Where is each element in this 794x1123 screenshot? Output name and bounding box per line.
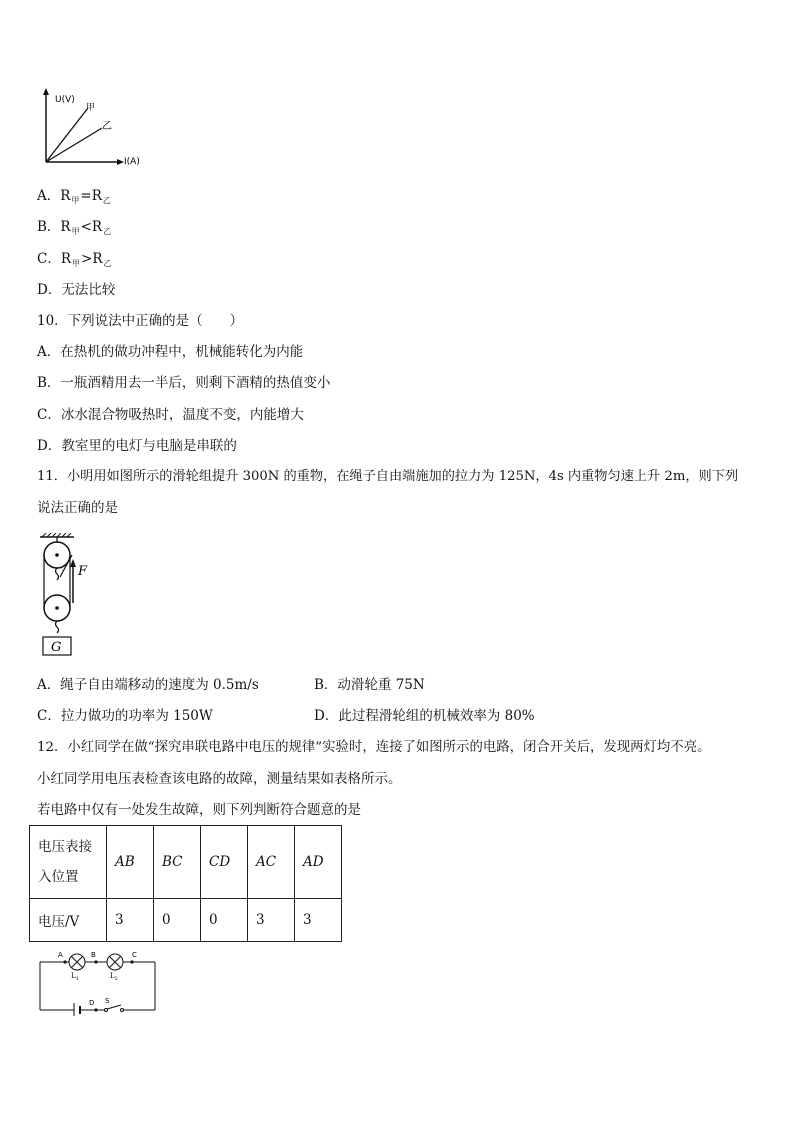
circuit-diagram (36, 948, 160, 1016)
line-yi (46, 128, 102, 162)
q11-stem-line2: 说法正确的是 (37, 500, 118, 516)
q12-stem-line2: 小红同学用电压表检查该电路的故障，测量结果如表格所示。 (37, 771, 402, 787)
q11-option-c: C．拉力做功的功率为 150W (37, 708, 213, 724)
x-axis-label: I(A) (124, 157, 140, 167)
table-cell: 0 (201, 899, 248, 942)
y-axis-label: U(V) (55, 95, 75, 105)
q11-stem-line1: 11．小明用如图所示的滑轮组提升 300N 的重物，在绳子自由端施加的拉力为 125N，4s 内重物匀速上升 2m，则下列 (37, 469, 739, 484)
label-l1: $L_1$ (71, 972, 79, 982)
movable-pulley-axle (55, 606, 59, 610)
q9-option-b: B．$R_甲<R_乙$ (37, 219, 112, 236)
q10-option-c: C．冰水混合物吸热时，温度不变，内能增大 (37, 407, 304, 423)
q10-option-a: A．在热机的做功冲程中，机械能转化为内能 (37, 344, 304, 360)
q9-option-a: A．$R_甲=R_乙$ (37, 188, 111, 205)
q11-option-b: B．动滑轮重 75N (314, 677, 425, 693)
q12-stem-line1: 12．小红同学在做“探究串联电路中电压的规律”实验时，连接了如图所示的电路，闭合开关后，发现两灯均不亮。 (37, 740, 711, 755)
hook-upper (56, 568, 59, 580)
q12-stem-line3: 若电路中仅有一处发生故障，则下列判断符合题意的是 (37, 802, 361, 818)
voltage-table (29, 825, 342, 942)
force-label: F (78, 564, 88, 579)
table-header-cell: AD (295, 826, 342, 899)
y-axis-arrow (43, 88, 49, 95)
table-header-cell: AC (248, 826, 295, 899)
junction-d (94, 1008, 97, 1011)
table-cell: 3 (107, 899, 154, 942)
q10-option-d: D．教室里的电灯与电脑是串联的 (37, 438, 237, 454)
x-axis-arrow (117, 159, 124, 165)
table-header-row (30, 826, 342, 899)
table-cell: 3 (248, 899, 295, 942)
force-arrowhead (70, 559, 76, 567)
label-a: A (58, 951, 63, 959)
u-i-graph (40, 88, 160, 168)
q9-option-d: D．无法比较 (37, 282, 116, 298)
label-b: B (91, 951, 96, 959)
weight-label: G (51, 640, 62, 655)
hook-lower (56, 621, 59, 633)
label-c: C (132, 951, 137, 959)
q10-option-b: B．一瓶酒精用去一半后，则剩下酒精的热值变小 (37, 375, 331, 391)
table-cell: 3 (295, 899, 342, 942)
table-cell: 电压/V (30, 899, 107, 942)
fixed-pulley-axle (55, 553, 59, 557)
switch-lever (107, 1005, 121, 1009)
line-jia (46, 108, 88, 162)
label-yi: 乙 (102, 121, 112, 132)
table-header-cell: CD (201, 826, 248, 899)
label-s: S (105, 997, 110, 1005)
q11-option-a: A．绳子自由端移动的速度为 0.5m/s (37, 677, 259, 693)
table-header-cell: 电压表接入位置 (30, 826, 107, 899)
switch-terminal-right (121, 1009, 124, 1012)
label-jia: 甲 (86, 103, 96, 113)
junction-a (63, 960, 66, 963)
table-cell: 0 (154, 899, 201, 942)
table-header-cell: BC (154, 826, 201, 899)
junction-c (130, 960, 133, 963)
q9-option-c: C．$R_甲>R_乙$ (37, 251, 112, 268)
pulley-system-figure (36, 533, 106, 661)
q11-option-d: D．此过程滑轮组的机械效率为 80% (314, 708, 535, 724)
table-row (30, 899, 342, 942)
label-l2: $L_2$ (110, 972, 118, 982)
label-d: D (89, 999, 95, 1007)
table-header-cell: AB (107, 826, 154, 899)
junction-b (94, 960, 97, 963)
q10-stem: 10．下列说法中正确的是（ ） (37, 313, 244, 329)
